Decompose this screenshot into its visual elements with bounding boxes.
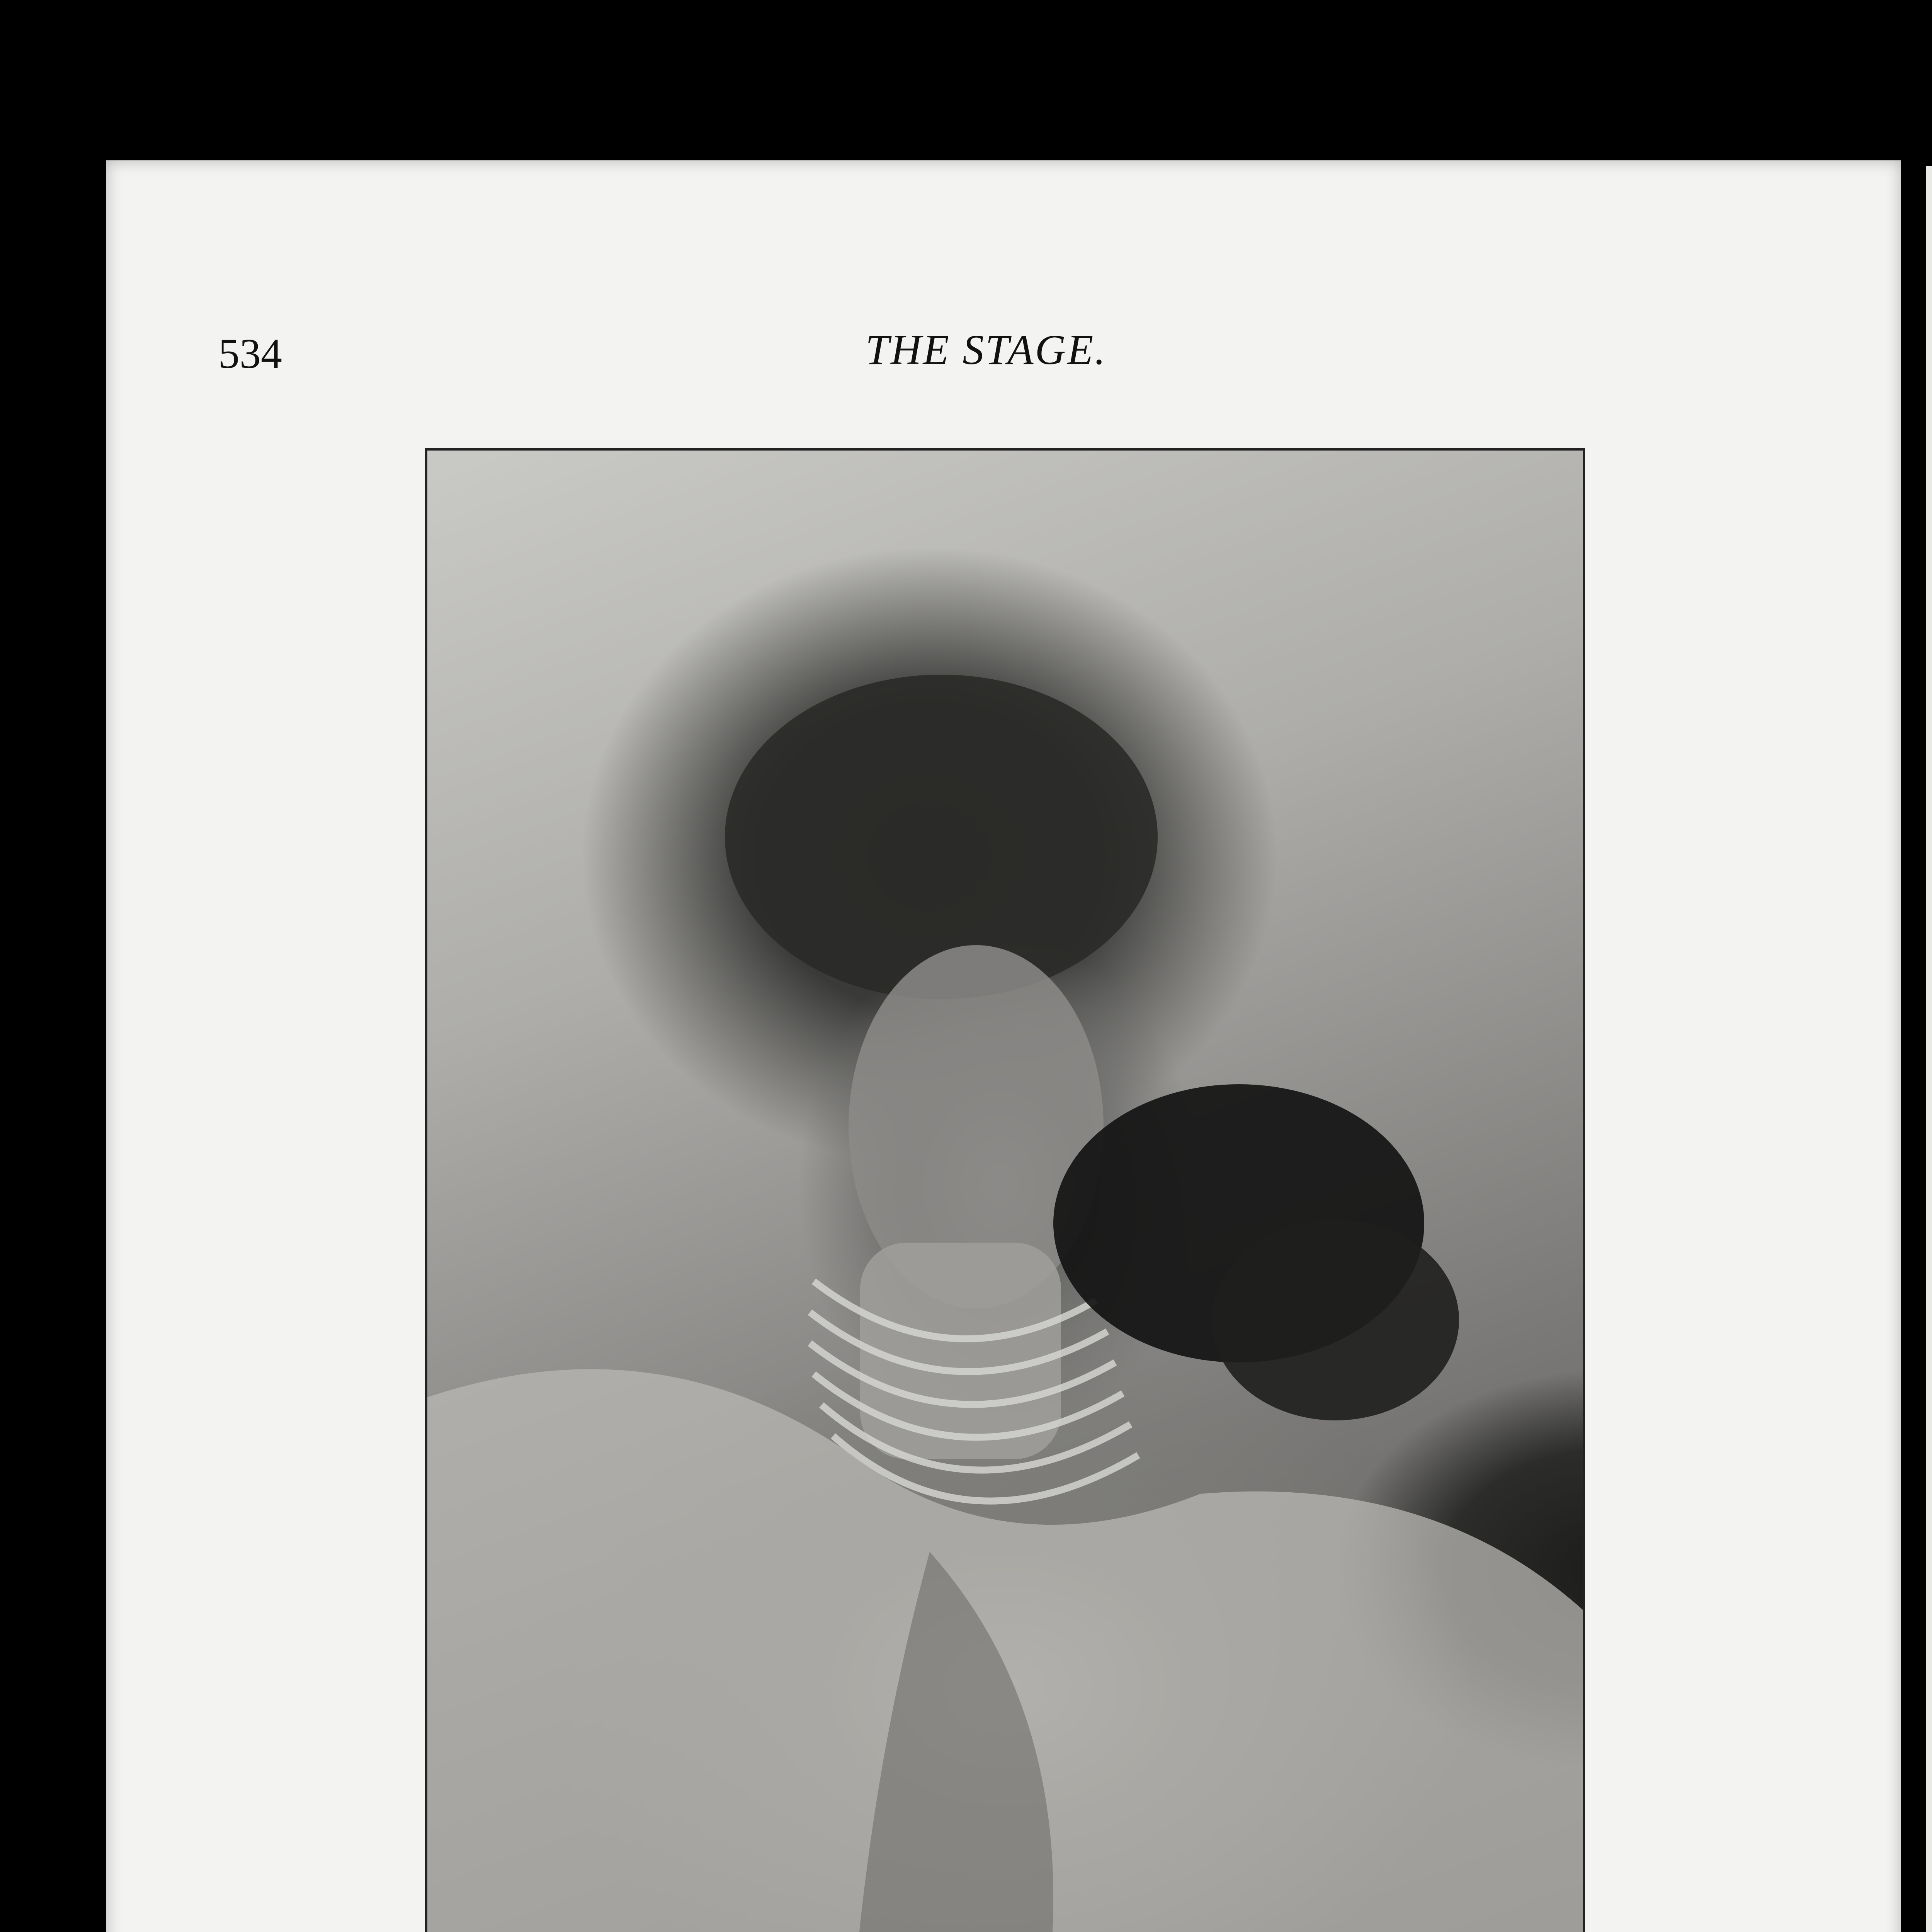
portrait-illustration bbox=[427, 451, 1583, 1932]
page-number: 534 bbox=[218, 330, 282, 377]
portrait-photograph bbox=[425, 448, 1585, 1932]
adjacent-page-edge bbox=[1926, 166, 1932, 1932]
running-head: THE STAGE. bbox=[866, 326, 1107, 373]
